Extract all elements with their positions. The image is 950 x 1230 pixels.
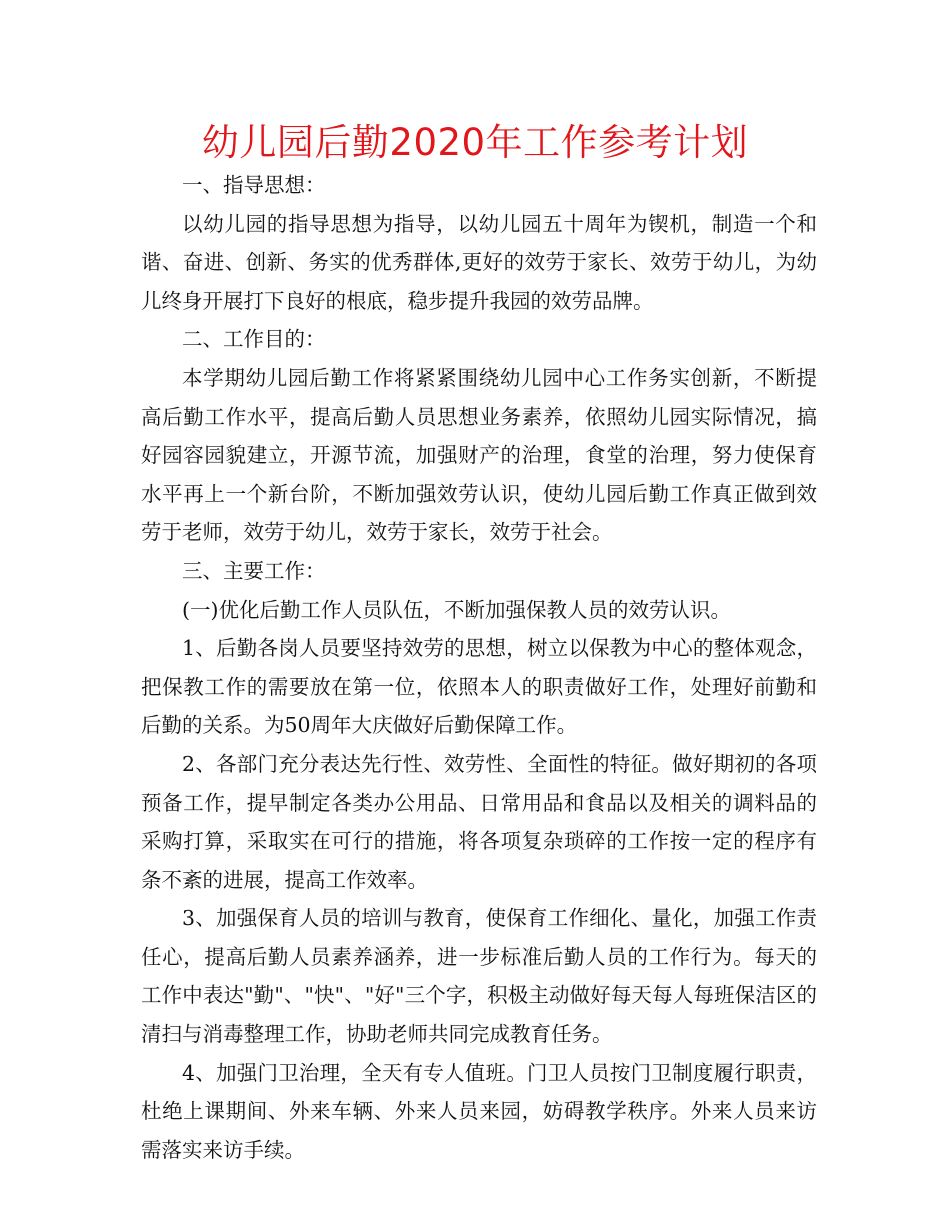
document-body	[141, 166, 817, 1169]
list-item-1: 1、后勤各岗人员要坚持效劳的思想，树立以保教为中心的整体观念，把保教工作的需要放在第一位，依照本人的职责做好工作，处理好前勤和后勤的关系。为50周年大庆做好后勤保障工作。	[141, 636, 817, 738]
list-item-2: 2、各部门充分表达先行性、效劳性、全面性的特征。做好期初的各项预备工作，提早制定各类办公用品、日常用品和食品以及相关的调料品的采购打算，采取实在可行的措施，将各项复杂琐碎的工作按一定的程序有条不紊的进展，提高工作效率。	[141, 751, 817, 892]
section-heading-work-goal: 二、工作目的：	[182, 327, 326, 352]
list-item-3: 3、加强保育人员的培训与教育，使保育工作细化、量化，加强工作责任心，提高后勤人员素养涵养，进一步标准后勤人员的工作行为。每天的工作中表达"勤"、"快"、"好"三个字，积极主动做好每天每人每班保洁区的清扫与消毒整理工作，协助老师共同完成教育任务。	[141, 906, 817, 1047]
document-title: 幼儿园后勤2020年工作参考计划	[201, 121, 749, 164]
subsection-heading-optimize-team: (一)优化后勤工作人员队伍，不断加强保教人员的效劳认识。	[182, 597, 731, 622]
paragraph-guiding-thought: 以幼儿园的指导思想为指导，以幼儿园五十周年为锲机，制造一个和谐、奋进、创新、务实的优秀群体,更好的效劳于家长、效劳于幼儿，为幼儿终身开展打下良好的根底，稳步提升我园的效劳品牌。	[141, 211, 817, 313]
section-heading-main-work: 三、主要工作：	[182, 558, 326, 583]
paragraph-work-goal: 本学期幼儿园后勤工作将紧紧围绕幼儿园中心工作务实创新，不断提高后勤工作水平，提高后勤人员思想业务素养，依照幼儿园实际情况，搞好园容园貌建立，开源节流，加强财产的治理，食堂的治理，努力使保育水平再上一个新台阶，不断加强效劳认识，使幼儿园后勤工作真正做到效劳于老师，效劳于幼儿，效劳于家长，效劳于社会。	[141, 365, 817, 545]
list-item-4: 4、加强门卫治理，全天有专人值班。门卫人员按门卫制度履行职责，杜绝上课期间、外来车辆、外来人员来园，妨碍教学秩序。外来人员来访需落实来访手续。	[141, 1060, 817, 1162]
section-heading-guiding-thought: 一、指导思想：	[182, 173, 326, 197]
